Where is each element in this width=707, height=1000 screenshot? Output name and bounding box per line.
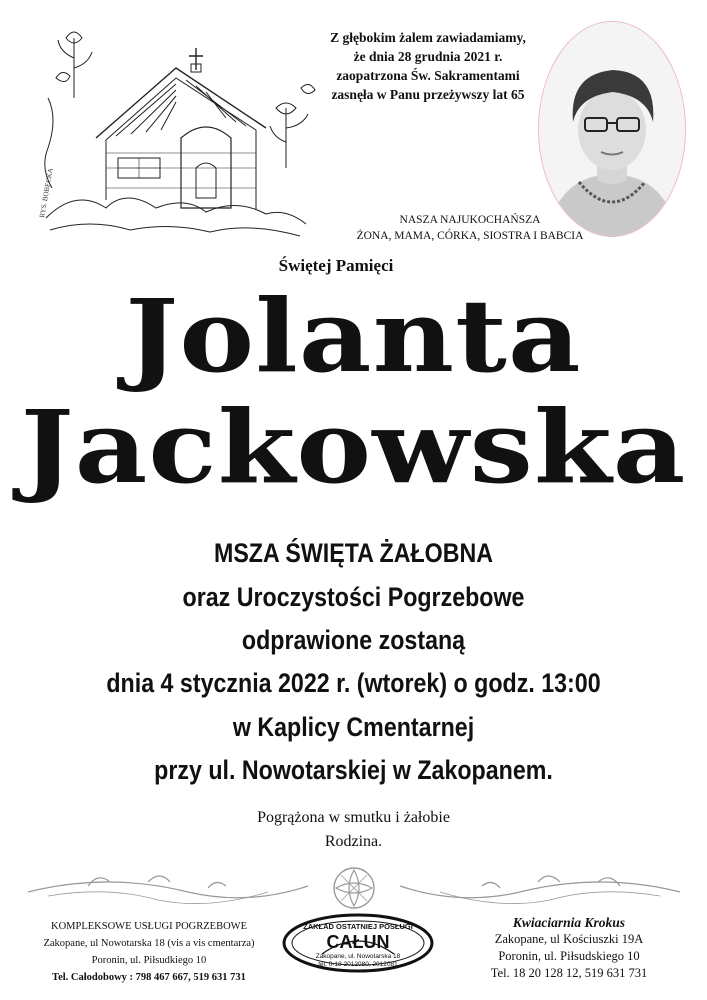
florist-contact <box>444 914 694 982</box>
address-line: Zakopane, ul Nowotarska 18 (vis a vis cmentarza) <box>43 938 255 949</box>
death-announcement <box>318 28 538 104</box>
svg-text:RYS. BOBECKA: RYS. BOBECKA <box>38 167 55 219</box>
address-line: Zakopane, ul Kościuszki 19A <box>494 932 644 946</box>
family-signature: Rodzina. <box>324 833 383 850</box>
relation-line: ŻONA, MAMA, CÓRKA, SIOSTRA I BABCIA <box>356 230 584 242</box>
relation-caption <box>340 212 600 244</box>
phone-line: Tel. 18 20 128 12, 519 631 731 <box>490 966 648 980</box>
relation-line: NASZA NAJUKOCHAŃSZA <box>399 214 541 226</box>
mass-line: odprawione zostaną <box>241 625 466 655</box>
address-line: Poronin, ul. Piłsudskiego 10 <box>498 949 640 963</box>
grief-line: Pogrążona w smutku i żałobie <box>257 809 450 826</box>
announcement-line: zasnęła w Panu przeżywszy lat 65 <box>331 87 525 102</box>
memory-heading: Świętej Pamięci <box>278 256 394 275</box>
chapel-sketch-illustration <box>36 18 326 250</box>
mass-line: oraz Uroczystości Pogrzebowe <box>182 582 525 612</box>
logo-phone: tel. 0-18 2012080, 2012081 <box>318 961 398 968</box>
funeral-services-contact <box>14 918 284 986</box>
logo-name: CAŁUN <box>326 932 390 952</box>
logo-top-text: ZAKŁAD OSTATNIEJ POSŁUGI <box>303 922 413 931</box>
florist-name: Kwiaciarnia Krokus <box>512 915 626 930</box>
logo-address: Zakopane, ul. Nowotarska 18 <box>315 953 401 960</box>
mass-title: MSZA ŚWIĘTA ŻAŁOBNA <box>213 538 494 568</box>
deceased-last-name: Jackowska <box>20 388 687 506</box>
announcement-line: że dnia 28 grudnia 2021 r. <box>353 49 503 64</box>
ornamental-divider <box>28 862 680 914</box>
company-name: KOMPLEKSOWE USŁUGI POGRZEBOWE <box>51 921 247 932</box>
announcement-line: zaopatrzona Św. Sakramentami <box>336 68 520 83</box>
address-line: Poronin, ul. Piłsudkiego 10 <box>91 955 207 966</box>
mass-location: w Kaplicy Cmentarnej <box>232 712 475 742</box>
portrait-photo <box>539 22 685 236</box>
calun-logo <box>278 910 438 976</box>
mass-date: dnia 4 stycznia 2022 r. (wtorek) o godz. 13:00 <box>106 668 601 698</box>
phone-line: Tel. Całodobowy : 798 467 667, 519 631 731 <box>52 972 246 983</box>
deceased-first-name: Jolanta <box>125 277 582 395</box>
mass-address: przy ul. Nowotarskiej w Zakopanem. <box>154 755 553 785</box>
grief-signature <box>0 806 707 854</box>
announcement-line: Z głębokim żalem zawiadamiamy, <box>330 30 526 45</box>
